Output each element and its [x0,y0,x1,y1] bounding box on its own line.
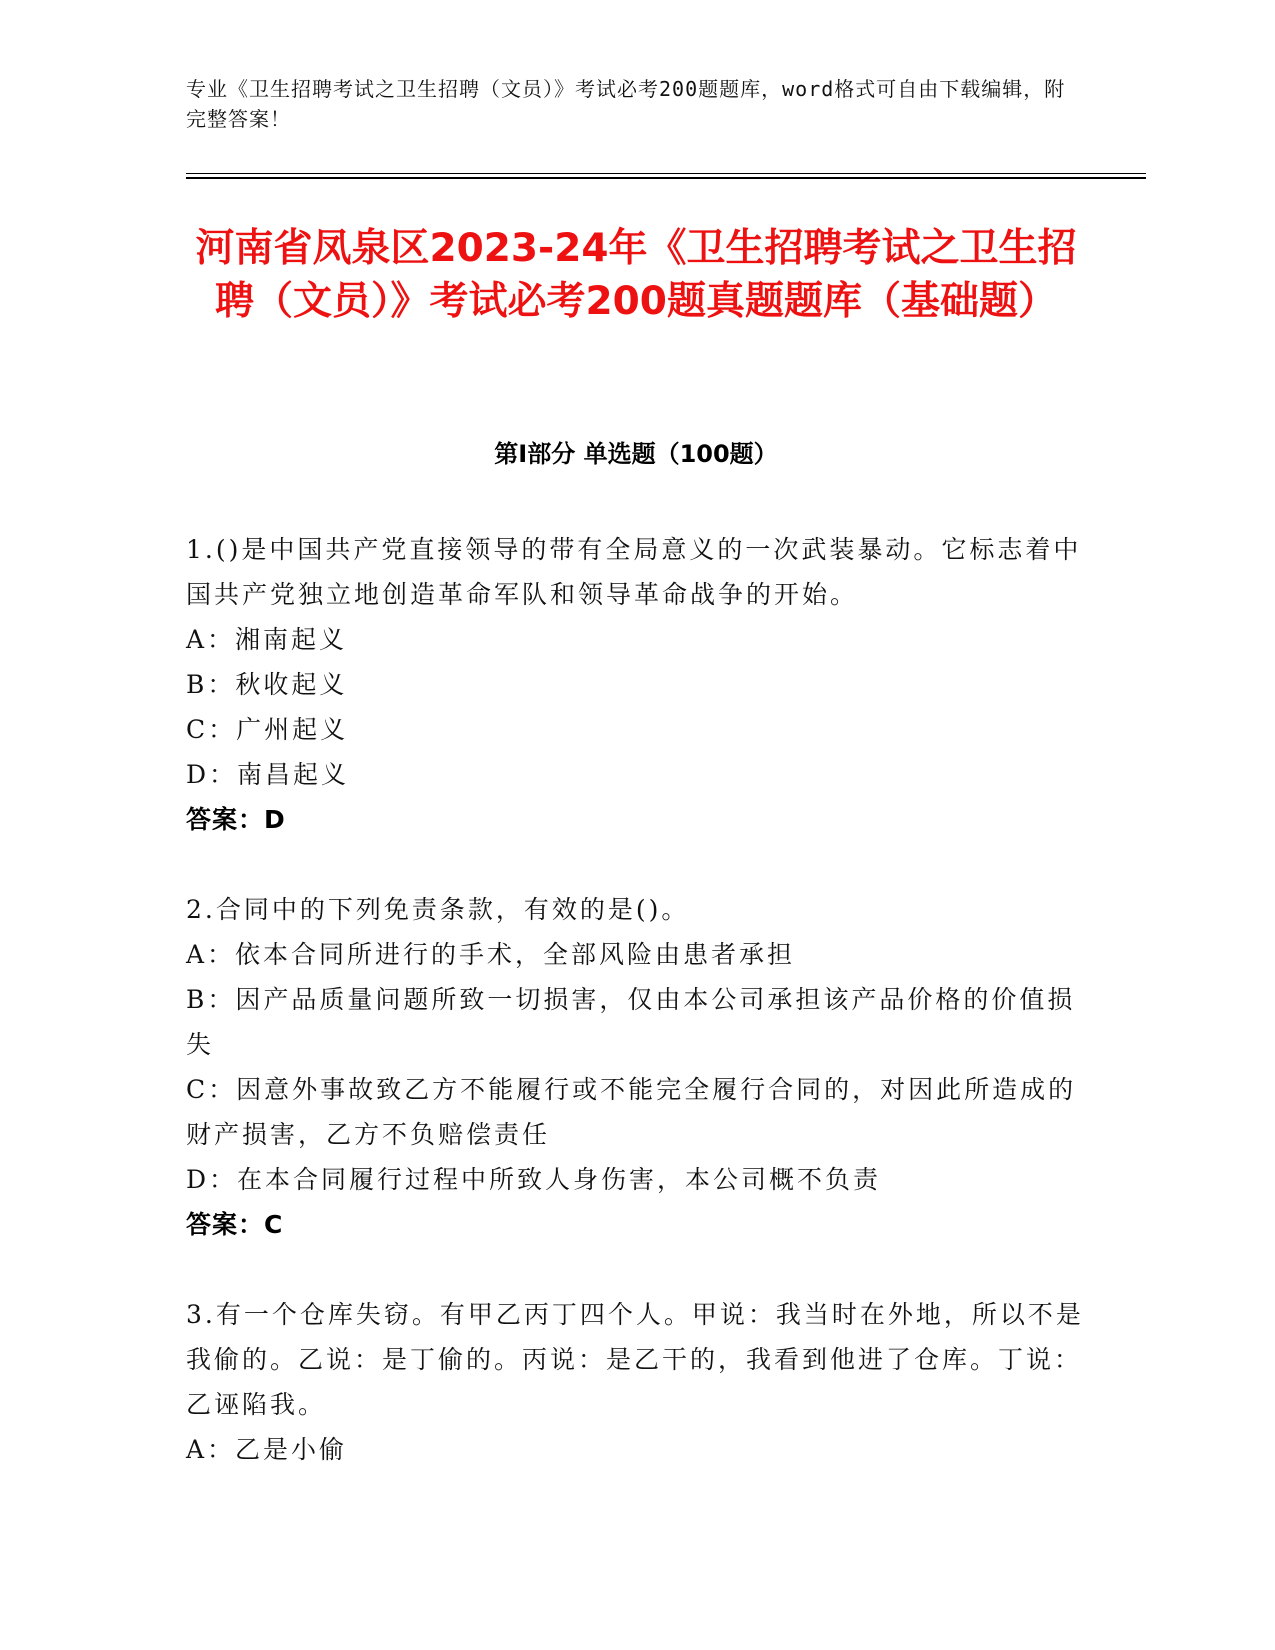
question-list [186,527,1086,1517]
option-d: D：在本合同履行过程中所致人身伤害，本公司概不负责 [186,1165,882,1194]
header-rule-thin [186,173,1146,174]
header-note: 专业《卫生招聘考试之卫生招聘（文员）》考试必考200题题库，word格式可自由下载编辑，附完整答案！ [186,77,1066,131]
option-c: C：广州起义 [186,715,349,744]
header-rule-thick [186,177,1146,179]
question-2 [186,887,1086,1247]
option-a: A：乙是小偷 [186,1435,348,1464]
option-d: D：南昌起义 [186,760,350,789]
question-stem: 3.有一个仓库失窃。有甲乙丙丁四个人。甲说：我当时在外地，所以不是我偷的。乙说：是丁偷的。丙说：是乙干的，我看到他进了仓库。丁说：乙诬陷我。 [186,1300,1084,1419]
option-b: B：因产品质量问题所致一切损害，仅由本公司承担该产品价格的价值损失 [186,985,1076,1059]
question-stem: 2.合同中的下列免责条款，有效的是()。 [186,895,690,924]
option-a: A：依本合同所进行的手术，全部风险由患者承担 [186,940,796,969]
answer-line: 答案：D [186,805,286,834]
option-a: A：湘南起义 [186,625,348,654]
option-b: B：秋收起义 [186,670,348,699]
question-3 [186,1292,1086,1472]
question-1 [186,527,1086,842]
question-stem: 1.()是中国共产党直接领导的带有全局意义的一次武装暴动。它标志着中国共产党独立地创造革命军队和领导革命战争的开始。 [186,535,1082,609]
section-title: 第I部分 单选题（100题） [494,440,778,468]
document-title: 河南省凤泉区2023-24年《卫生招聘考试之卫生招聘（文员）》考试必考200题真题题库（基础题） [195,226,1077,324]
option-c: C：因意外事故致乙方不能履行或不能完全履行合同的，对因此所造成的财产损害，乙方不负赔偿责任 [186,1075,1077,1149]
answer-line: 答案：C [186,1210,284,1239]
